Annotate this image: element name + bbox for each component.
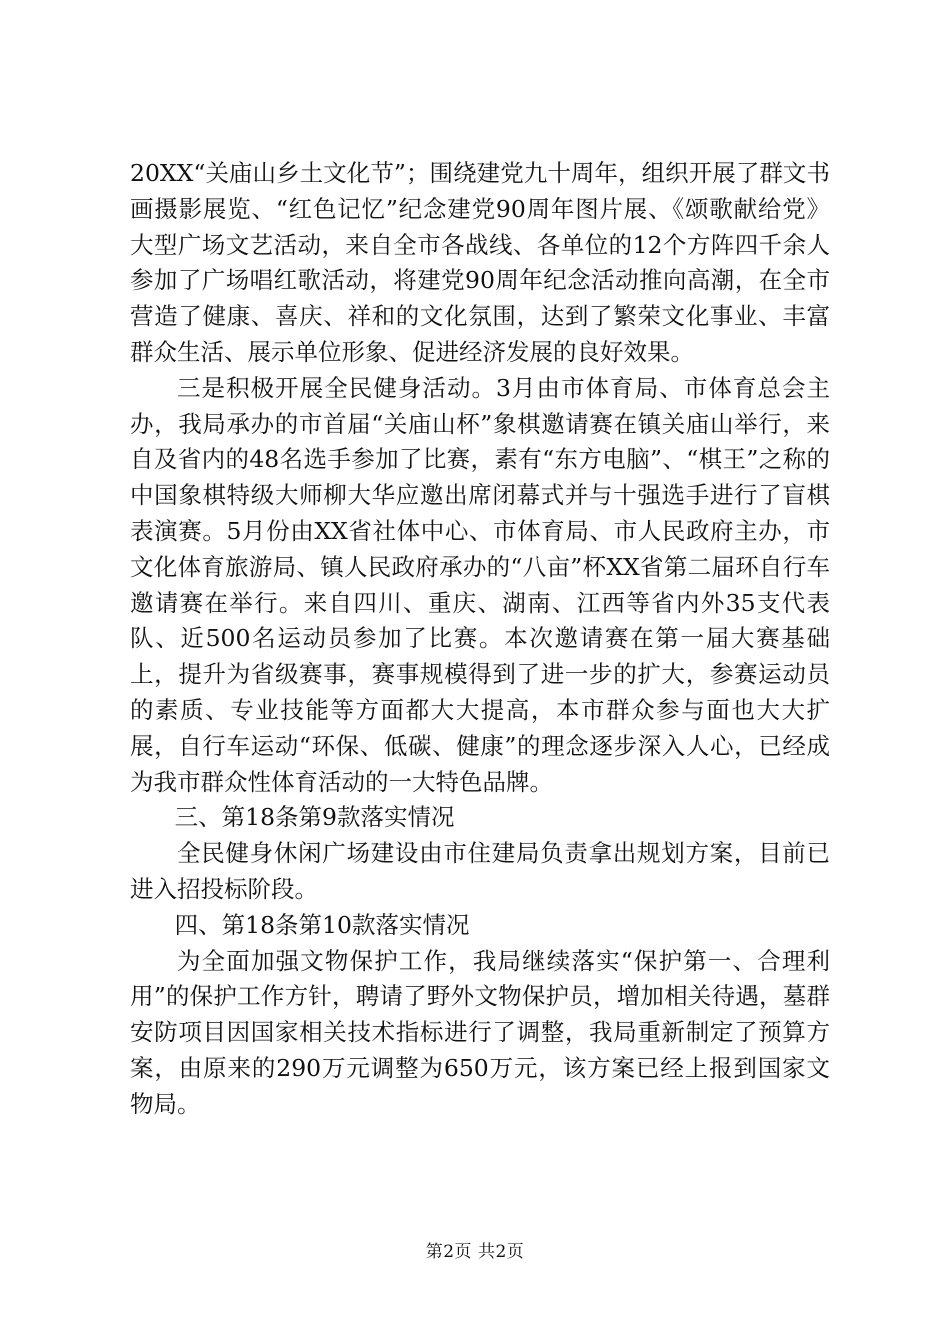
paragraph-fitness-plaza: 全民健身休闲广场建设由市住建局负责拿出规划方案，目前已进入招投标阶段。 (130, 839, 830, 903)
section-heading-article-18-10: 四、第18条第10款落实情况 (174, 910, 470, 939)
page-number-footer: 第2页 共2页 (425, 1242, 525, 1262)
paragraph-festival: 20XX“关庙山乡土文化节”；围绕建党九十周年，组织开展了群文书画摄影展览、“红色记忆”纪念建党90周年图片展、《颂歌献给党》大型广场文艺活动，来自全市各战线、各单位的12个方阵四千余人参加了广场唱红歌活动，将建党90周年纪念活动推向高潮，在全市营造了健康、喜庆、祥和的文化氛围，达到了繁荣文化事业、丰富群众生活、展示单位形象、促进经济发展的良好效果。 (130, 159, 830, 366)
paragraph-heritage-protection: 为全面加强文物保护工作，我局继续落实“保护第一、合理利用”的保护工作方针，聘请了野外文物保护员，增加相关待遇，墓群安防项目因国家相关技术指标进行了调整，我局重新制定了预算方案，由原来的290万元调整为650万元，该方案已经上报到国家文物局。 (130, 946, 830, 1118)
paragraph-fitness-activities: 三是积极开展全民健身活动。3月由市体育局、市体育总会主办，我局承办的市首届“关庙山杯”象棋邀请赛在镇关庙山举行，来自及省内的48名选手参加了比赛，素有“东方电脑”、“棋王”之称的中国象棋特级大师柳大华应邀出席闭幕式并与十强选手进行了盲棋表演赛。5月份由XX省社体中心、市体育局、市人民政府主办，市文化体育旅游局、镇人民政府承办的“八亩”杯XX省第二届环自行车邀请赛在举行。来自四川、重庆、湖南、江西等省内外35支代表队、近500名运动员参加了比赛。本次邀请赛在第一届大赛基础上，提升为省级赛事，赛事规模得到了进一步的扩大，参赛运动员的素质、专业技能等方面都大大提高，本市群众参与面也大大扩展，自行车运动“环保、低碳、健康”的理念逐步深入人心，已经成为我市群众性体育活动的一大特色品牌。 (130, 373, 830, 796)
document-body (130, 156, 830, 1123)
section-heading-article-18-9: 三、第18条第9款落实情况 (174, 803, 455, 832)
